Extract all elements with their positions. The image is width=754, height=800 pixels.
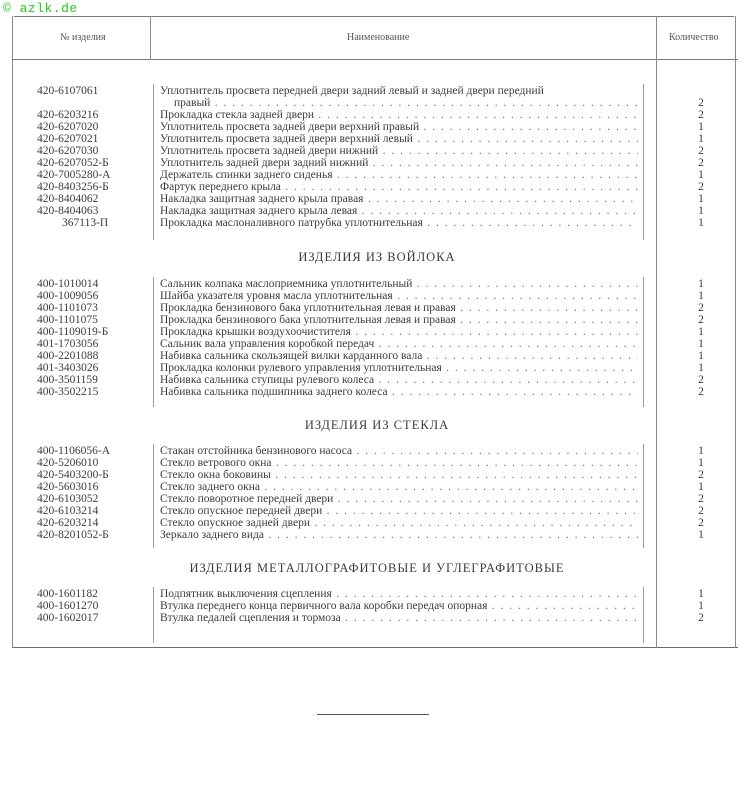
- part-number: 420-6207030: [37, 145, 99, 157]
- table-row: [0, 278, 754, 290]
- part-name: Сальник вала управления коробкой передач . . .: [160, 338, 638, 350]
- part-number: 420-7005280-А: [37, 169, 111, 181]
- part-name: Уплотнитель просвета передней двери задний левый и задней двери передний: [160, 85, 544, 97]
- part-name: Сальник колпака маслоприемника уплотнительный . . .: [160, 278, 638, 290]
- part-name: Набивка сальника ступицы рулевого колеса . . .: [160, 374, 638, 386]
- table-row: [0, 181, 754, 193]
- header-name: Наименование: [347, 32, 410, 43]
- part-number: 420-6207020: [37, 121, 99, 133]
- part-number: 401-1703056: [37, 338, 99, 350]
- part-name: Стекло опускное задней двери . . .: [160, 517, 638, 529]
- table-row: [0, 457, 754, 469]
- table-row-continuation: [0, 97, 754, 109]
- table-row: [0, 133, 754, 145]
- part-number: 420-5603016: [37, 481, 99, 493]
- quantity: 1: [698, 445, 704, 457]
- part-number: 400-1109019-Б: [37, 326, 109, 338]
- table-row: [0, 145, 754, 157]
- part-name: Стекло заднего окна . . .: [160, 481, 638, 493]
- table-row: [0, 588, 754, 600]
- part-number: 400-1101075: [37, 314, 98, 326]
- part-number: 420-6207021: [37, 133, 99, 145]
- header-quantity: Количество: [669, 32, 719, 43]
- part-number: 420-8403256-Б: [37, 181, 109, 193]
- table-row: [0, 326, 754, 338]
- table-row: [0, 469, 754, 481]
- part-name: Стакан отстойника бензинового насоса . . .: [160, 445, 638, 457]
- section-title-felt: ИЗДЕЛИЯ ИЗ ВОЙЛОКА: [298, 250, 456, 264]
- part-number: 420-5403200-Б: [37, 469, 109, 481]
- part-name: Втулка переднего конца первичного вала коробки передач опорная . . .: [160, 600, 638, 612]
- quantity: 1: [698, 600, 704, 612]
- quantity: 2: [698, 493, 704, 505]
- part-number: 401-3403026: [37, 362, 99, 374]
- part-name: Прокладка бензинового бака уплотнительная левая и правая . . .: [160, 302, 638, 314]
- header-part-number: № изделия: [60, 32, 106, 43]
- quantity: 1: [698, 193, 704, 205]
- quantity: 2: [698, 386, 704, 398]
- part-number: 400-1106056-А: [37, 445, 111, 457]
- part-number: 400-3502215: [37, 386, 99, 398]
- table-row: [0, 612, 754, 624]
- quantity: 1: [698, 290, 704, 302]
- part-name: Фартук переднего крыла . . .: [160, 181, 638, 193]
- part-name: Шайба указателя уровня масла уплотнительная . . .: [160, 290, 638, 302]
- part-name: Стекло опускное передней двери . . .: [160, 505, 638, 517]
- part-name: Прокладка стекла задней двери . . .: [160, 109, 638, 121]
- part-number: 420-6203214: [37, 517, 99, 529]
- part-name: Уплотнитель просвета задней двери верхний левый . . .: [160, 133, 638, 145]
- quantity: 1: [698, 481, 704, 493]
- table-row: [0, 600, 754, 612]
- part-name: Накладка защитная заднего крыла левая . . .: [160, 205, 638, 217]
- part-number: 400-2201088: [37, 350, 99, 362]
- header-separator: [12, 59, 738, 60]
- part-name: Уплотнитель задней двери задний нижний . . .: [160, 157, 638, 169]
- table-row: [0, 362, 754, 374]
- table-row: [0, 121, 754, 133]
- part-number: 420-6103214: [37, 505, 99, 517]
- part-name: Подпятник выключения сцепления . . .: [160, 588, 638, 600]
- part-number: 400-3501159: [37, 374, 98, 386]
- table-row: [0, 85, 754, 97]
- part-number: 400-1601270: [37, 600, 99, 612]
- part-name: Набивка сальника скользящей вилки карданного вала . . .: [160, 350, 638, 362]
- part-name: Держатель спинки заднего сиденья . . .: [160, 169, 638, 181]
- quantity: 1: [698, 278, 704, 290]
- table-row: [0, 290, 754, 302]
- table-row: [0, 338, 754, 350]
- part-name: Прокладка колонки рулевого управления уплотнительная . . .: [160, 362, 638, 374]
- quantity: 1: [698, 338, 704, 350]
- part-name: Втулка педалей сцепления и тормоза . . .: [160, 612, 638, 624]
- part-number: 400-1602017: [37, 612, 99, 624]
- table-row: [0, 169, 754, 181]
- part-number: 400-1101073: [37, 302, 98, 314]
- table-row: [0, 314, 754, 326]
- table-row: [0, 109, 754, 121]
- quantity: 2: [698, 157, 704, 169]
- part-number: 420-5206010: [37, 457, 99, 469]
- quantity: 1: [698, 326, 704, 338]
- end-rule: [317, 714, 429, 715]
- quantity: 2: [698, 469, 704, 481]
- part-name: Уплотнитель просвета задней двери верхний правый . . .: [160, 121, 638, 133]
- part-name: Накладка защитная заднего крыла правая . . .: [160, 193, 638, 205]
- column-divider: [150, 16, 151, 60]
- quantity: 1: [698, 350, 704, 362]
- table-row: [0, 157, 754, 169]
- quantity: 1: [698, 217, 704, 229]
- section-title-glass: ИЗДЕЛИЯ ИЗ СТЕКЛА: [304, 418, 450, 432]
- quantity: 2: [698, 517, 704, 529]
- quantity: 1: [698, 133, 704, 145]
- quantity: 1: [698, 362, 704, 374]
- table-row: [0, 193, 754, 205]
- quantity: 2: [698, 612, 704, 624]
- table-row: [0, 445, 754, 457]
- part-number: 420-8201052-Б: [37, 529, 109, 541]
- part-number: 420-8404063: [37, 205, 99, 217]
- table-row: [0, 493, 754, 505]
- quantity: 2: [698, 97, 704, 109]
- quantity: 1: [698, 169, 704, 181]
- part-name: Прокладка маслоналивного патрубка уплотнительная . . .: [160, 217, 638, 229]
- quantity: 2: [698, 314, 704, 326]
- part-number: 420-6203216: [37, 109, 99, 121]
- quantity: 2: [698, 374, 704, 386]
- part-number: 400-1010014: [37, 278, 99, 290]
- table-row: [0, 481, 754, 493]
- table-row: [0, 529, 754, 541]
- quantity: 1: [698, 529, 704, 541]
- part-name: Прокладка крышки воздухоочистителя . . .: [160, 326, 638, 338]
- part-number: 420-6207052-Б: [37, 157, 109, 169]
- quantity: 2: [698, 181, 704, 193]
- part-name: Стекло окна боковины . . .: [160, 469, 638, 481]
- quantity: 1: [698, 588, 704, 600]
- part-name: Стекло ветрового окна . . .: [160, 457, 638, 469]
- table-row: [0, 386, 754, 398]
- watermark: © azlk.de: [3, 1, 78, 16]
- quantity: 1: [698, 457, 704, 469]
- quantity: 2: [698, 109, 704, 121]
- table-row: [0, 374, 754, 386]
- part-name: Набивка сальника подшипника заднего колеса . . .: [160, 386, 638, 398]
- part-name: правый . . .: [174, 97, 638, 109]
- quantity: 2: [698, 145, 704, 157]
- part-number: 420-8404062: [37, 193, 99, 205]
- section-title-metal-graphite: ИЗДЕЛИЯ МЕТАЛЛОГРАФИТОВЫЕ И УГЛЕГРАФИТОВЫЕ: [189, 561, 565, 575]
- part-name: Уплотнитель просвета задней двери нижний . . .: [160, 145, 638, 157]
- quantity: 1: [698, 121, 704, 133]
- part-number: 420-6103052: [37, 493, 99, 505]
- part-name: Стекло поворотное передней двери . . .: [160, 493, 638, 505]
- part-name: Зеркало заднего вида . . .: [160, 529, 638, 541]
- table-row: [0, 517, 754, 529]
- part-name: Прокладка бензинового бака уплотнительная левая и правая . . .: [160, 314, 638, 326]
- table-row: [0, 505, 754, 517]
- quantity: 2: [698, 302, 704, 314]
- table-row: [0, 205, 754, 217]
- part-number: 420-6107061: [37, 85, 99, 97]
- part-number: 400-1009056: [37, 290, 99, 302]
- table-row: [0, 217, 754, 229]
- part-number: 400-1601182: [37, 588, 98, 600]
- quantity: 1: [698, 205, 704, 217]
- table-row: [0, 302, 754, 314]
- part-number: 367113-П: [62, 217, 109, 229]
- table-row: [0, 350, 754, 362]
- quantity: 2: [698, 505, 704, 517]
